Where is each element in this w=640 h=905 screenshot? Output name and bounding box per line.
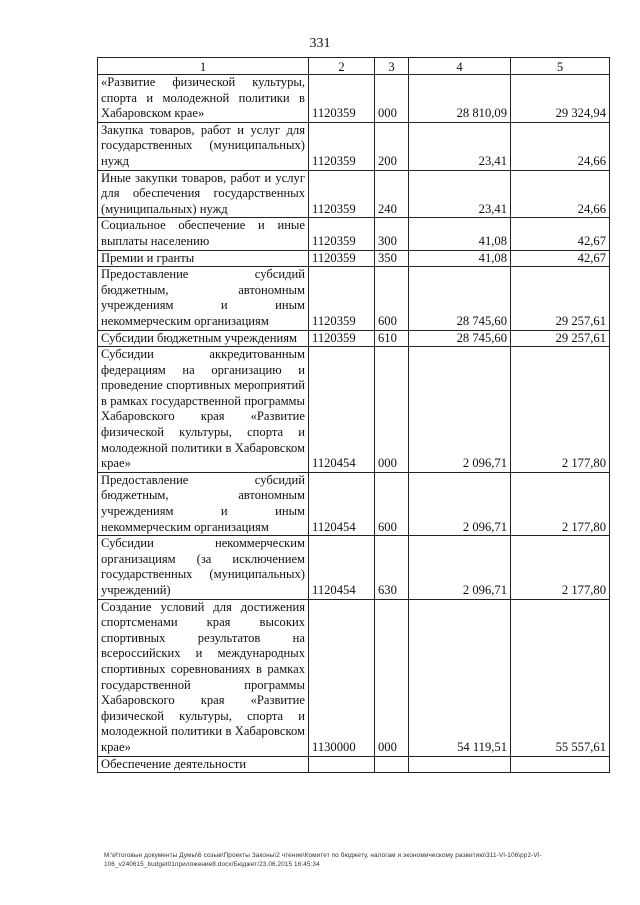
table-header-row — [98, 58, 610, 75]
row-name: Субсидии бюджетным учреждениям — [98, 330, 309, 347]
table-row — [98, 170, 610, 218]
row-amount-1: 2 096,71 — [409, 472, 511, 535]
row-code: 1120454 — [309, 472, 375, 535]
table-row — [98, 756, 610, 773]
column-header-3: 3 — [375, 58, 409, 75]
row-code: 1120454 — [309, 536, 375, 599]
row-amount-1: 23,41 — [409, 122, 511, 170]
row-expense-type: 630 — [375, 536, 409, 599]
row-expense-type: 000 — [375, 599, 409, 756]
row-name: Обеспечение деятельности — [98, 756, 309, 773]
row-name: Субсидии аккредитованным федерациям на организацию и проведение спортивных мероприятий в рамках государственной программы Хабаровского края «Развитие физической культуры, спорта и молодежной политики в Хабаровском крае» — [98, 347, 309, 473]
row-amount-2: 2 177,80 — [511, 472, 610, 535]
row-amount-2: 42,67 — [511, 218, 610, 250]
column-header-4: 4 — [409, 58, 511, 75]
row-code: 1120359 — [309, 250, 375, 267]
row-code: 1120359 — [309, 75, 375, 123]
row-expense-type: 610 — [375, 330, 409, 347]
row-amount-2: 29 324,94 — [511, 75, 610, 123]
row-name: Иные закупки товаров, работ и услуг для обеспечения государственных (муниципальных) нужд — [98, 170, 309, 218]
table-row — [98, 599, 610, 756]
budget-table — [97, 57, 610, 773]
table-row — [98, 330, 610, 347]
table-row — [98, 250, 610, 267]
row-code: 1120359 — [309, 267, 375, 330]
row-amount-1: 54 119,51 — [409, 599, 511, 756]
row-amount-2: 29 257,61 — [511, 267, 610, 330]
row-name: Субсидии некоммерческим организациям (за исключением государственных (муниципальных) учреждений) — [98, 536, 309, 599]
row-amount-1: 23,41 — [409, 170, 511, 218]
column-header-1: 1 — [98, 58, 309, 75]
column-header-5: 5 — [511, 58, 610, 75]
row-expense-type: 240 — [375, 170, 409, 218]
row-amount-1: 28 810,09 — [409, 75, 511, 123]
row-code — [309, 756, 375, 773]
row-amount-1: 41,08 — [409, 250, 511, 267]
row-expense-type: 300 — [375, 218, 409, 250]
row-code: 1120359 — [309, 170, 375, 218]
file-path-footer: M:\Итоговые документы Думы\6 созыв\Проекты Законы\2 чтение\Комитет по бюджету, налогам и экономическому развитию\311-VI-106\pp2-VI-106_v240615_budget01приложение8.docx/Бюджет/23.06.2015 16:45:34 — [104, 852, 542, 868]
row-code: 1120359 — [309, 330, 375, 347]
table-row — [98, 218, 610, 250]
row-amount-1: 2 096,71 — [409, 536, 511, 599]
table-row — [98, 347, 610, 473]
column-header-2: 2 — [309, 58, 375, 75]
row-code: 1120359 — [309, 122, 375, 170]
row-amount-1: 28 745,60 — [409, 267, 511, 330]
row-amount-2 — [511, 756, 610, 773]
row-amount-2: 2 177,80 — [511, 347, 610, 473]
row-name: «Развитие физической культуры, спорта и молодежной политики в Хабаровском крае» — [98, 75, 309, 123]
row-code: 1120359 — [309, 218, 375, 250]
table-row — [98, 267, 610, 330]
row-amount-2: 29 257,61 — [511, 330, 610, 347]
row-amount-1: 41,08 — [409, 218, 511, 250]
row-name: Предоставление субсидий бюджетным, автономным учреждениям и иным некоммерческим организациям — [98, 472, 309, 535]
row-expense-type: 350 — [375, 250, 409, 267]
table-row — [98, 472, 610, 535]
row-expense-type: 600 — [375, 267, 409, 330]
row-amount-1: 28 745,60 — [409, 330, 511, 347]
row-code: 1120454 — [309, 347, 375, 473]
row-expense-type — [375, 756, 409, 773]
row-name: Закупка товаров, работ и услуг для государственных (муниципальных) нужд — [98, 122, 309, 170]
row-amount-1: 2 096,71 — [409, 347, 511, 473]
row-expense-type: 200 — [375, 122, 409, 170]
row-expense-type: 000 — [375, 347, 409, 473]
table-row — [98, 122, 610, 170]
row-amount-2: 24,66 — [511, 170, 610, 218]
row-amount-2: 42,67 — [511, 250, 610, 267]
row-amount-2: 2 177,80 — [511, 536, 610, 599]
row-name: Социальное обеспечение и иные выплаты населению — [98, 218, 309, 250]
row-amount-1 — [409, 756, 511, 773]
row-name: Предоставление субсидий бюджетным, автономным учреждениям и иным некоммерческим организациям — [98, 267, 309, 330]
row-name: Создание условий для достижения спортсменами края высоких спортивных результатов на всероссийских и международных спортивных соревнованиях в рамках государственной программы Хабаровского края «Развитие физической культуры, спорта и молодежной политики в Хабаровском крае» — [98, 599, 309, 756]
table-row — [98, 536, 610, 599]
row-expense-type: 600 — [375, 472, 409, 535]
table-row — [98, 75, 610, 123]
row-name: Премии и гранты — [98, 250, 309, 267]
row-code: 1130000 — [309, 599, 375, 756]
row-amount-2: 24,66 — [511, 122, 610, 170]
page-number: 331 — [309, 36, 331, 51]
row-amount-2: 55 557,61 — [511, 599, 610, 756]
row-expense-type: 000 — [375, 75, 409, 123]
